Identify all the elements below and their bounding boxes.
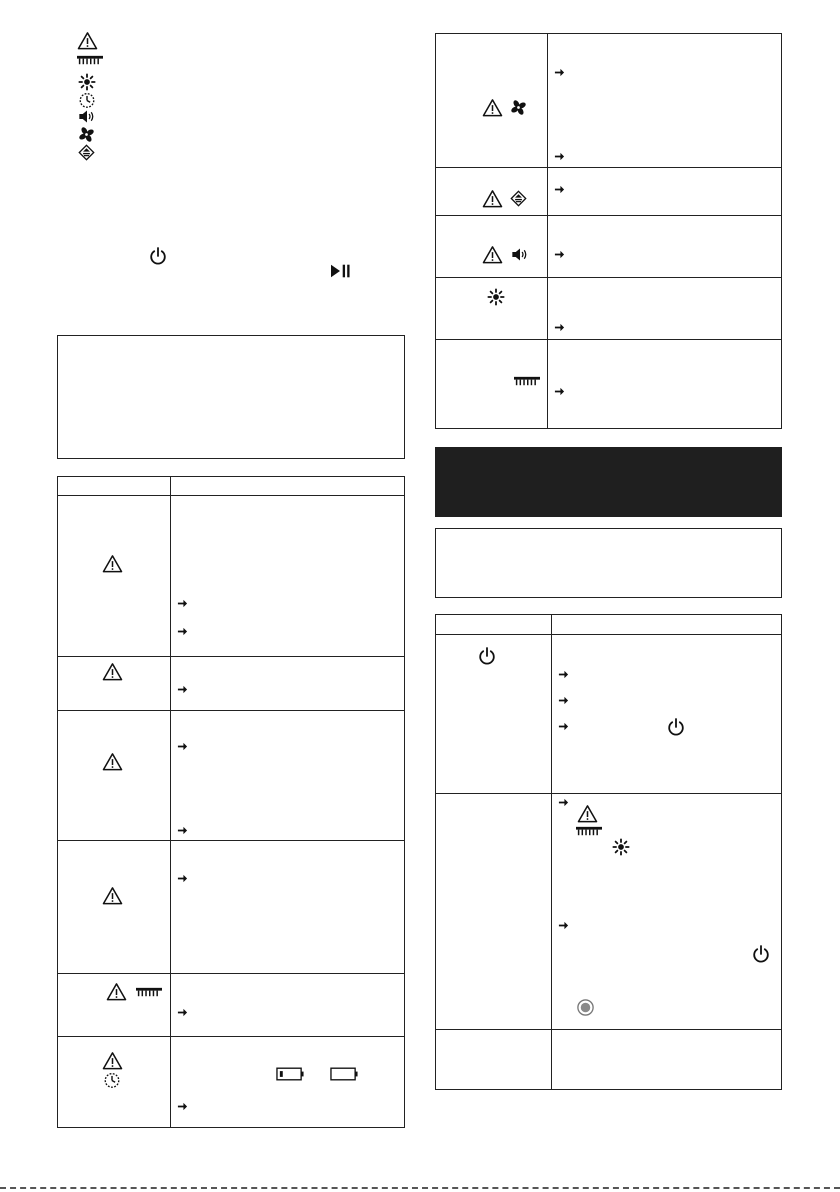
table-row-divider [57, 656, 405, 657]
warning-icon [102, 886, 123, 905]
arrow-icon [177, 1007, 188, 1018]
section-heading-band [435, 447, 782, 517]
power-icon [477, 646, 497, 666]
power-icon [148, 246, 168, 266]
table-column-divider [170, 476, 171, 1128]
warning-icon [577, 804, 598, 823]
arrow-icon [558, 695, 569, 706]
table-row-divider [435, 339, 782, 340]
brush-icon [575, 825, 603, 838]
arrow-icon [177, 598, 188, 609]
table-row-divider [57, 840, 405, 841]
table-row-divider [435, 793, 782, 794]
battery-empty-icon [330, 1066, 359, 1082]
arrow-icon [554, 151, 565, 162]
arrow-icon [558, 669, 569, 680]
arrow-icon [177, 626, 188, 637]
filter-icon [510, 190, 527, 207]
note-box [435, 528, 782, 598]
dust-sensor-icon [612, 838, 630, 856]
table-header-divider [57, 495, 405, 496]
speaker-icon [510, 246, 530, 263]
speaker-icon [77, 108, 97, 125]
brush-icon [135, 986, 163, 999]
arrow-icon [177, 1101, 188, 1112]
warning-icon [482, 98, 503, 117]
arrow-icon [554, 249, 565, 260]
page-cut-line [0, 1187, 840, 1189]
arrow-icon [554, 184, 565, 195]
arrow-icon [558, 920, 569, 931]
arrow-icon [177, 684, 188, 695]
warning-icon [102, 752, 123, 771]
power-icon [751, 944, 771, 964]
play-pause-icon [328, 262, 352, 280]
table-row-divider [57, 710, 405, 711]
arrow-icon [558, 797, 569, 808]
arrow-icon [177, 825, 188, 836]
arrow-icon [558, 721, 569, 732]
warning-icon [106, 982, 127, 1001]
arrow-icon [554, 386, 565, 397]
table-row-divider [435, 167, 782, 168]
warning-icon [102, 1051, 123, 1070]
table-header-divider [435, 634, 782, 635]
table-row-divider [435, 277, 782, 278]
timer-icon [78, 91, 96, 109]
record-button-icon [576, 998, 595, 1017]
arrow-icon [177, 873, 188, 884]
warning-icon [482, 245, 503, 264]
right-operation-table [435, 614, 782, 1090]
filter-icon [78, 144, 95, 161]
brush-icon [513, 375, 541, 388]
table-row-divider [57, 1036, 405, 1037]
brush-icon [76, 54, 104, 67]
warning-icon [102, 554, 123, 573]
arrow-icon [554, 67, 565, 78]
table-row-divider [57, 973, 405, 974]
warning-icon [482, 189, 503, 208]
table-column-divider [551, 614, 552, 1090]
table-row-divider [435, 1029, 782, 1030]
fan-icon [510, 99, 527, 116]
table-row-divider [435, 215, 782, 216]
arrow-icon [554, 322, 565, 333]
battery-low-icon [276, 1066, 305, 1082]
table-column-divider [547, 33, 548, 429]
dust-sensor-icon [487, 288, 505, 306]
arrow-icon [177, 741, 188, 752]
fan-icon [78, 126, 95, 143]
right-troubleshooting-table [435, 33, 782, 429]
power-icon [666, 717, 686, 737]
dust-sensor-icon [78, 73, 96, 91]
warning-icon [102, 662, 123, 681]
left-troubleshooting-table [57, 476, 405, 1128]
warning-icon [77, 31, 98, 50]
note-box [57, 335, 405, 459]
timer-icon [103, 1071, 121, 1089]
